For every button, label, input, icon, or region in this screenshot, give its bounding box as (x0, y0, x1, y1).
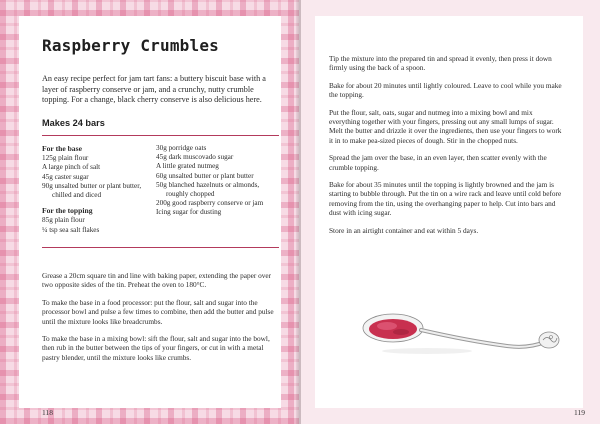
recipe-intro: An easy recipe perfect for jam tart fans: a buttery biscuit base with a layer of raspberry conserve or jam, and a crunchy, nutty crumble topping. For a change, black cherry conserve is also delicious here. (42, 74, 266, 105)
recipe-card-left (19, 16, 281, 417)
ingredients-bottom-rule (42, 247, 279, 248)
method-paragraph: Store in an airtight container and eat within 5 days. (329, 225, 479, 235)
method-left (42, 271, 280, 370)
ingredient-item: 200g good raspberry conserve or jam (156, 199, 264, 208)
ingredients-top-rule (42, 135, 279, 136)
jam-spoon-illustration (357, 306, 567, 366)
method-paragraph: Grease a 20cm square tin and line with baking paper, extending the paper over two opposite sides of the tin. Preheat the oven to 180°C. (42, 271, 272, 290)
method-paragraph: Bake for about 35 minutes until the topping is lightly browned and the jam is starting to bubble through. Put the tin on a wire rack and leave until cold before removing from the tin, using the overhanging paper to help. Cut into bars and dust with icing sugar. (329, 180, 562, 218)
method-right (329, 54, 564, 243)
ingredient-item: 45g caster sugar (42, 172, 89, 181)
ingredient-item: 30g porridge oats (156, 144, 207, 152)
ingredient-item: 85g plain flour (42, 216, 85, 225)
method-paragraph: Tip the mixture into the prepared tin and spread it evenly, then press it down firmly using the back of a spoon. (329, 54, 552, 73)
page-number-left: 118 (42, 408, 53, 417)
ingredient-item: ¼ tsp sea salt flakes (42, 225, 100, 234)
ingredient-item: 90g unsalted butter or plant butter, chilled and diced (42, 181, 142, 200)
method-paragraph: To make the base in a mixing bowl: sift the flour, salt and sugar into the bowl, then rub in the butter between the tips of your fingers, or cut in with a metal pastry blender, until the mixture looks like crumbs. (42, 334, 270, 362)
ingredient-item: A little grated nutmeg (156, 162, 219, 171)
ingredient-item: Icing sugar for dusting (156, 208, 222, 217)
ingredient-item: 50g blanched hazelnuts or almonds, roughly chopped (156, 180, 260, 199)
ingredient-item: 45g dark muscovado sugar (156, 153, 234, 162)
method-paragraph: To make the base in a food processor: put the flour, salt and sugar into the processor bowl and pulse a few times to combine, then add the butter and pulse until the mixture looks like breadcrumbs. (42, 297, 274, 326)
left-page (0, 0, 299, 424)
recipe-card-right (315, 16, 585, 417)
method-paragraph: Put the flour, salt, oats, sugar and nutmeg into a mixing bowl and mix everything together with your fingers, pressing out any small lumps of sugar. Melt the butter and drizzle it over the ingredients, then use your fingers to work it in to make pea-sized pieces of dough. Stir in the chopped nuts. (329, 107, 562, 145)
ingredient-item: 60g unsalted butter or plant butter (156, 171, 254, 180)
ingredients-column-2 (156, 144, 280, 218)
recipe-yield: Makes 24 bars (42, 118, 105, 128)
method-paragraph: Spread the jam over the base, in an even layer, then scatter evenly with the crumble topping. (329, 153, 547, 172)
base-heading: For the base (42, 144, 82, 153)
page-number-right: 119 (574, 408, 585, 417)
topping-heading: For the topping (42, 206, 93, 216)
ingredient-item: 125g plain flour (42, 154, 89, 163)
recipe-title: Raspberry Crumbles (42, 36, 219, 55)
ingredient-item: A large pinch of salt (42, 163, 101, 172)
method-paragraph: Bake for about 20 minutes until lightly coloured. Leave to cool while you make the topping. (329, 80, 562, 100)
right-page (301, 0, 600, 424)
ingredients-column-1 (42, 144, 160, 235)
